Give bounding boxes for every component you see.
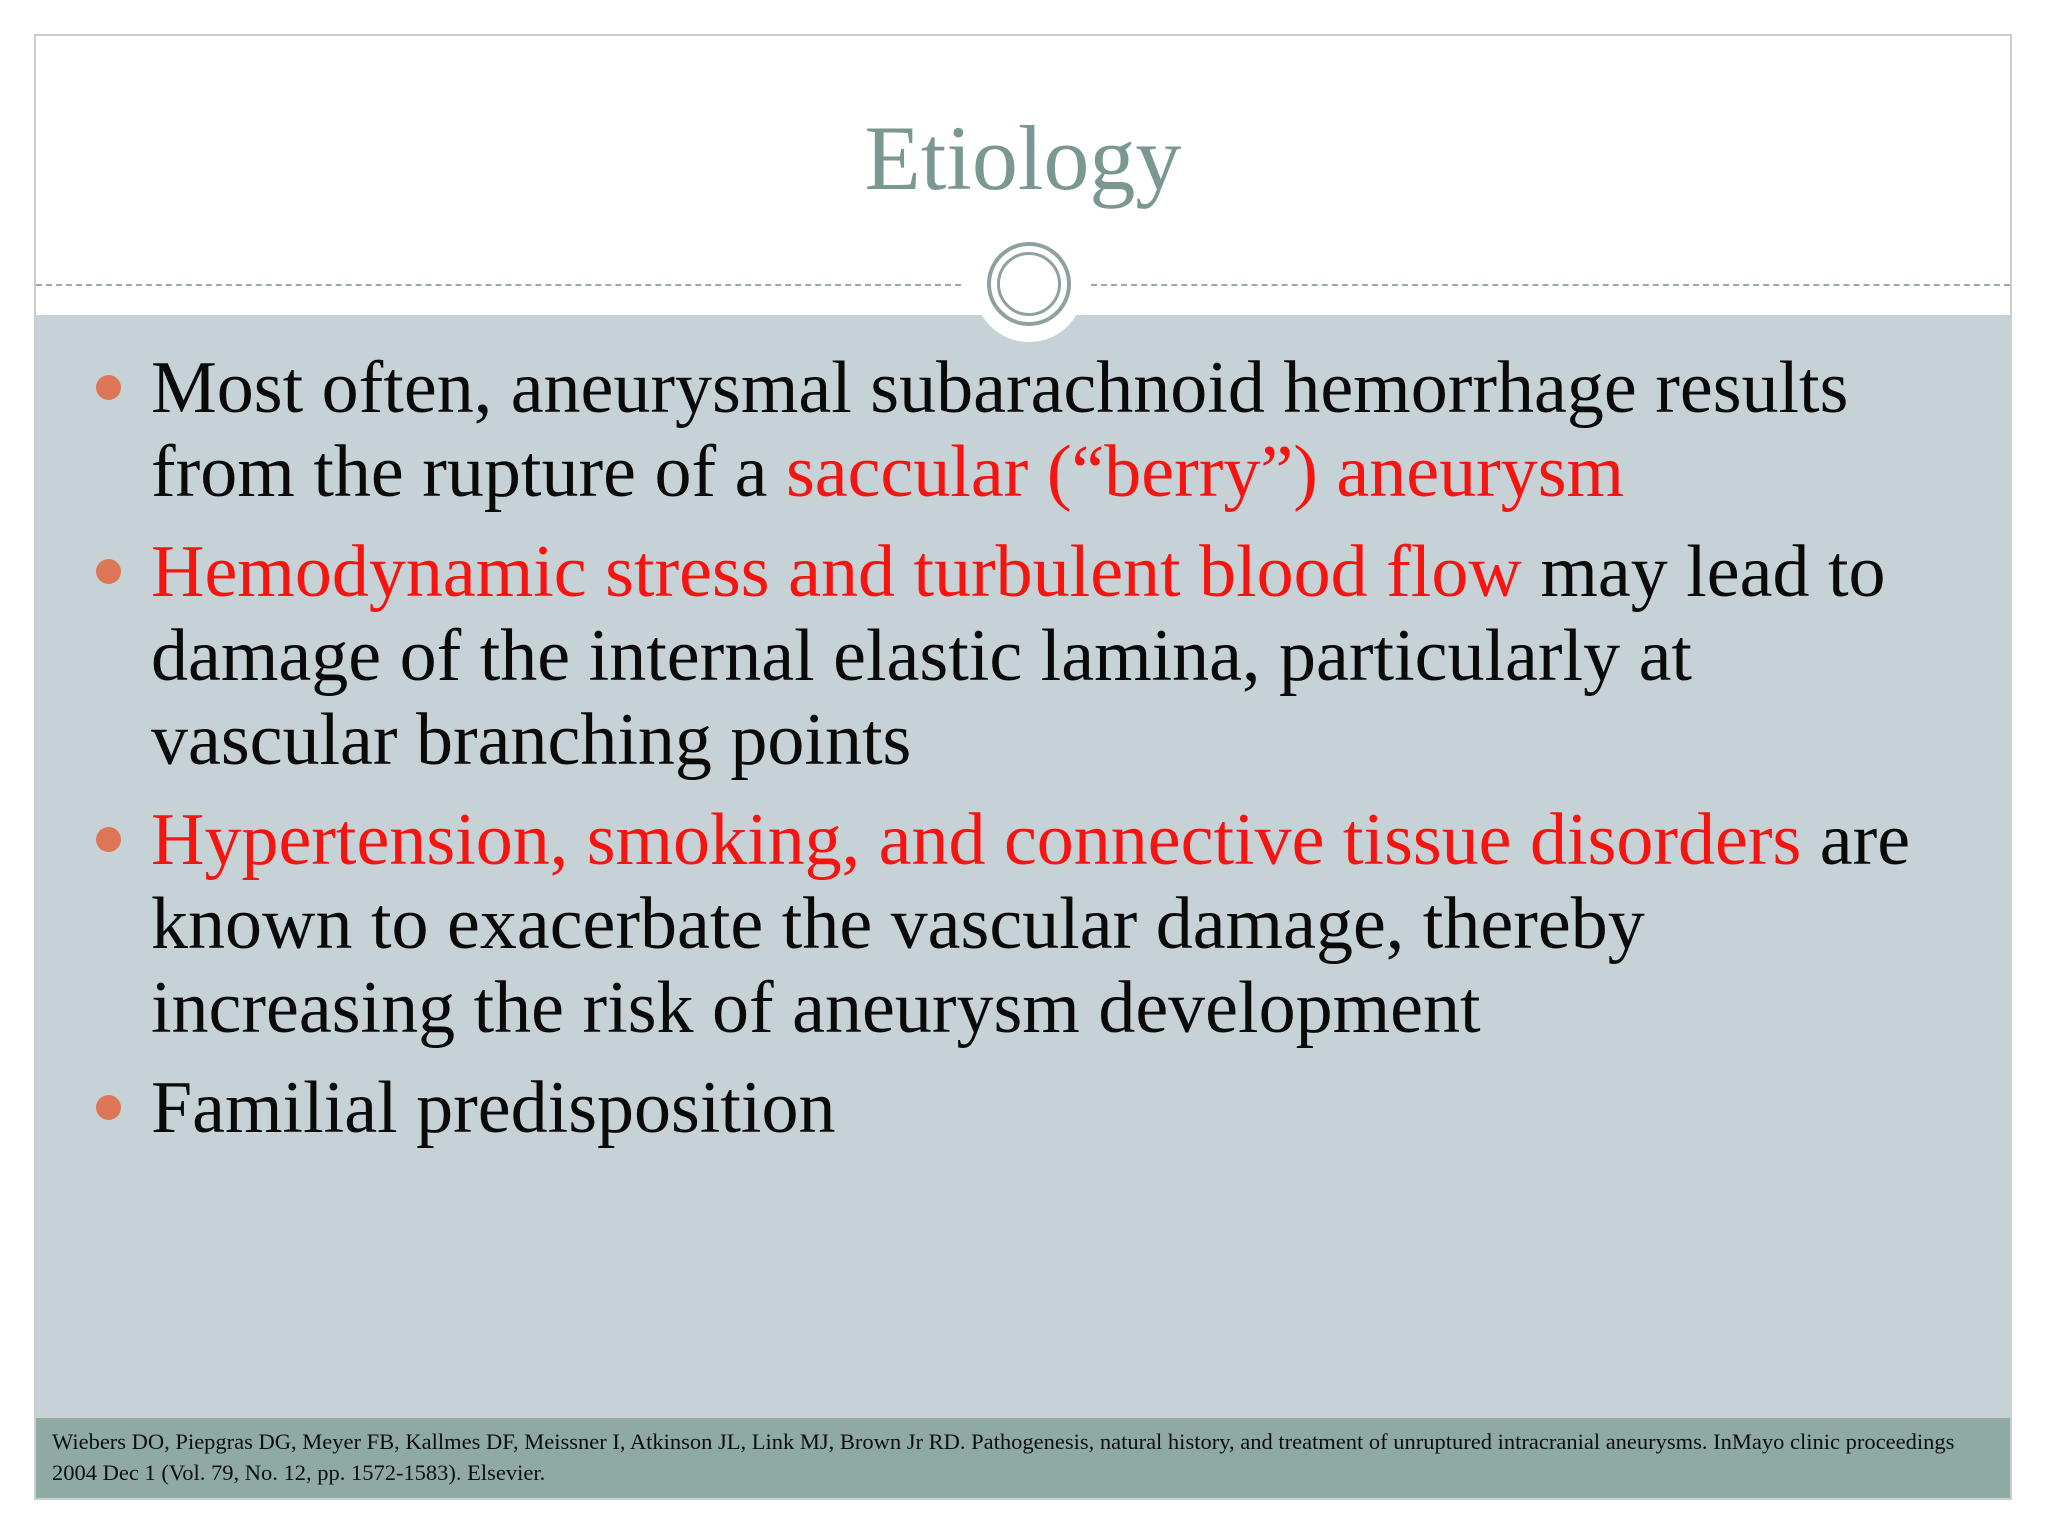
bullet-text: may lead to damage of the internal elastic lamina, particularly at vascular branching points: [151, 531, 1886, 781]
circle-ornament-inner: [997, 252, 1061, 316]
header-divider-right: [1091, 284, 2010, 286]
reference-citation: Wiebers DO, Piepgras DG, Meyer FB, Kallmes DF, Meissner I, Atkinson JL, Link MJ, Brown Jr RD. Pathogenesis, natural history, and treatment of unruptured intracranial aneurysms. InMayo clinic proceedings 2004 Dec 1 (Vol. 79, No. 12, pp. 1572-1583). Elsevier.: [36, 1418, 2010, 1498]
slide: [34, 34, 2012, 1500]
bullet-dot-icon: [96, 375, 121, 400]
bullet-dot-icon: [96, 1095, 121, 1120]
bullet-text-highlight: saccular (“berry”) aneurysm: [785, 431, 1625, 513]
bullet-text: Familial predisposition: [151, 1067, 836, 1149]
circle-ornament-outer: [987, 242, 1071, 326]
bullet-dot-icon: [96, 827, 121, 852]
bullet-item: [36, 346, 2010, 514]
bullet-text-highlight: Hemodynamic stress and turbulent blood flow: [151, 531, 1522, 613]
bullet-item: [36, 530, 2010, 782]
bullet-list: [36, 346, 2010, 1150]
bullet-item: [36, 1066, 2010, 1150]
bullet-text: Most often, aneurysmal subarachnoid hemorrhage results from the rupture of a: [151, 347, 1849, 513]
slide-title: Etiology: [864, 107, 1182, 209]
bullet-item: [36, 798, 2010, 1050]
bullet-text-highlight: Hypertension, smoking, and connective tissue disorders: [151, 799, 1802, 881]
circle-ornament: [974, 232, 1084, 342]
slide-content: [36, 346, 2010, 1166]
bullet-dot-icon: [96, 559, 121, 584]
header-divider-left: [36, 284, 961, 286]
bullet-text: are known to exacerbate the vascular damage, thereby increasing the risk of aneurysm development: [151, 799, 1911, 1049]
